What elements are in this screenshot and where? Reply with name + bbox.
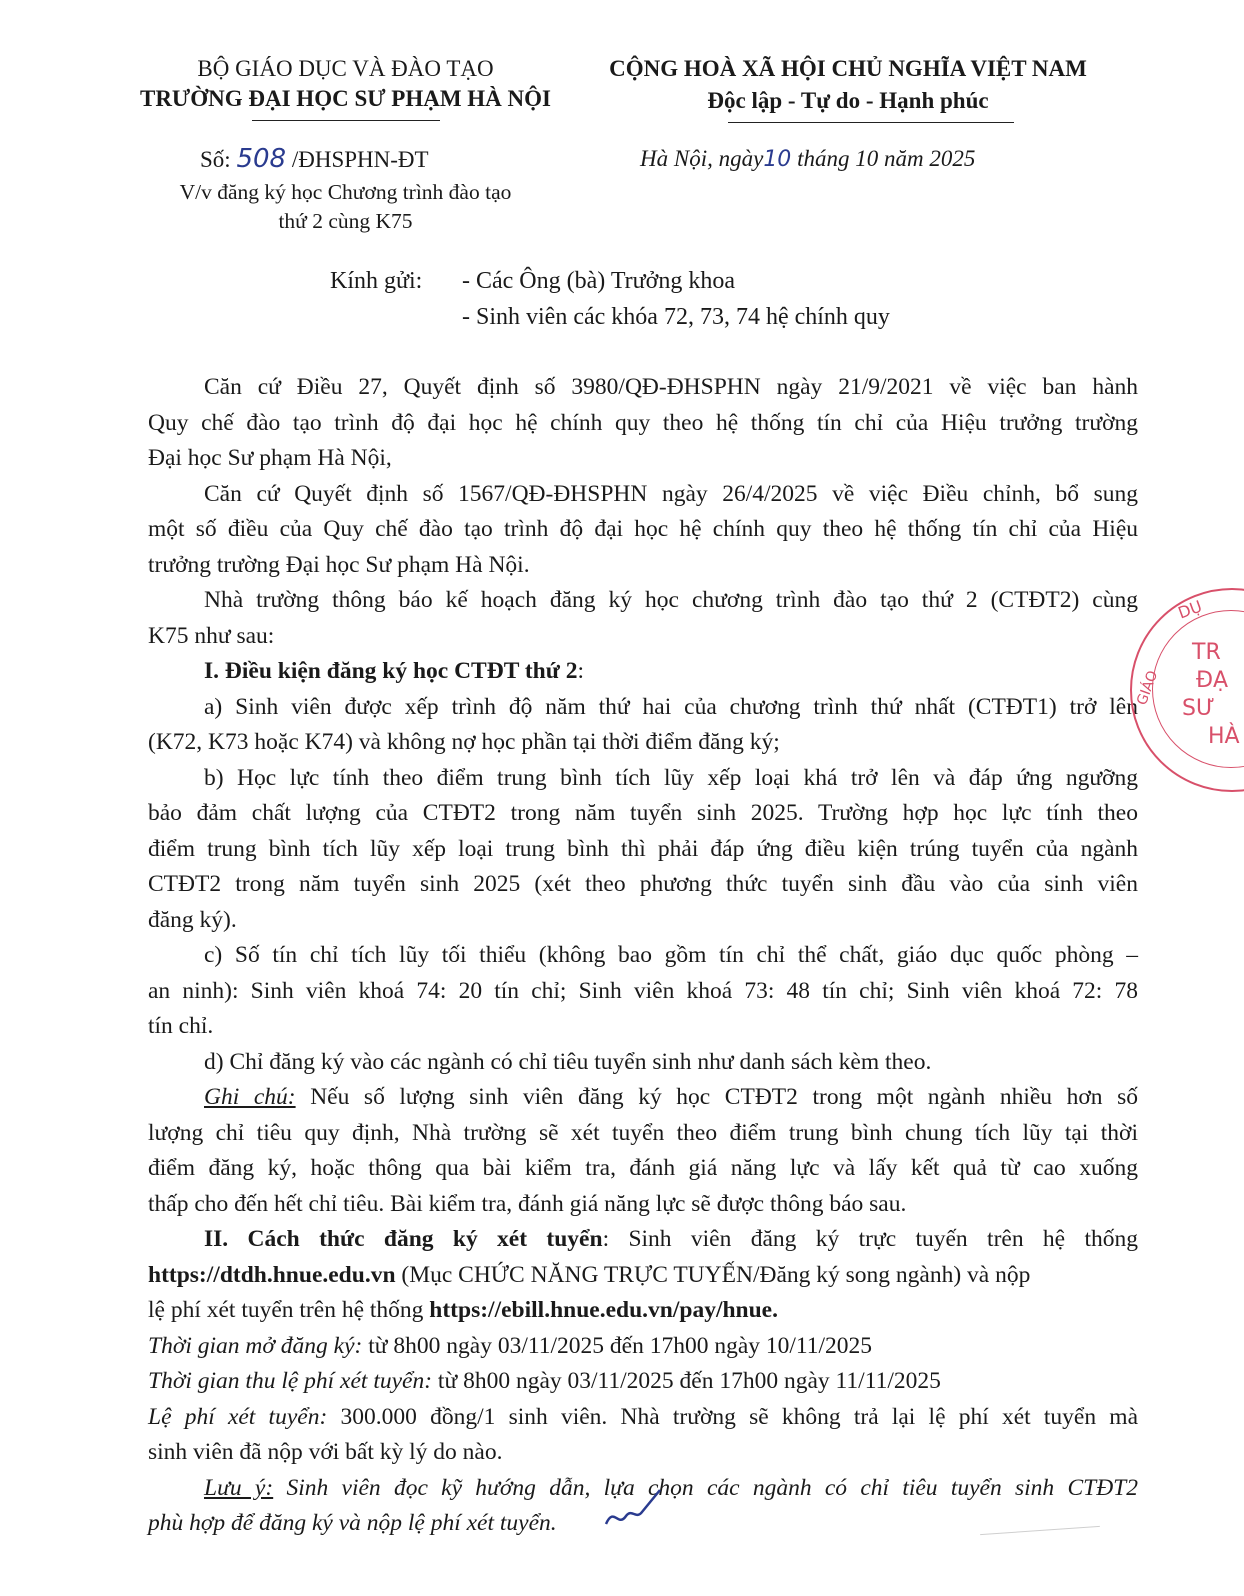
national-motto: Độc lập - Tự do - Hạnh phúc (707, 88, 989, 113)
registration-period (148, 1329, 1138, 1365)
section1-colon: : (577, 658, 584, 684)
header-right-rule (728, 122, 1014, 123)
condition-a-last: (K72, K73 hoặc K74) và không nợ học phần tại thời điểm đăng ký; (148, 729, 780, 755)
subject-line (118, 178, 573, 236)
initial-mark-icon (596, 1476, 666, 1536)
para2-line: một số điều của Quy chế đào tạo trình độ đại học hệ chính quy theo hệ thống tín chỉ của Hiệu (148, 516, 1138, 542)
condition-c-line: an ninh): Sinh viên khoá 74: 20 tín chỉ; Sinh viên khoá 73: 48 tín chỉ; Sinh viên khoá 72: 78 (148, 977, 1138, 1004)
open-value: từ 8h00 ngày 03/11/2025 đến 17h00 ngày 10/11/2025 (362, 1332, 873, 1359)
document-body (148, 370, 1138, 1542)
section1-title: I. Điều kiện đăng ký học CTĐT thứ 2 (204, 658, 578, 684)
section2-rest: : Sinh viên đăng ký trực tuyến trên hệ thống (602, 1226, 1138, 1252)
note-first: Nếu số lượng sinh viên đăng ký học CTĐT2 trong một ngành nhiều hơn số (310, 1084, 1139, 1110)
para1-line: Căn cứ Điều 27, Quyết định số 3980/QĐ-ĐHSPHN ngày 21/9/2021 về việc ban hành (204, 374, 1138, 400)
section1-heading (148, 654, 1138, 690)
condition-b-line: điểm trung bình tích lũy xếp loại trung bình thì phải đáp ứng điều kiện trúng tuyển của ngành (148, 835, 1138, 862)
condition-a-line: a) Sinh viên được xếp trình độ năm thứ hai của chương trình thứ nhất (CTĐT1) trở lên (204, 693, 1138, 720)
date-day-handwritten: 10 (763, 147, 792, 172)
remark-label: Lưu ý: (204, 1474, 274, 1501)
condition-b-line: bảo đảm chất lượng của CTĐT2 trong năm tuyển sinh 2025. Trường hợp học lực tính theo (148, 800, 1138, 826)
condition-d: d) Chỉ đăng ký vào các ngành có chỉ tiêu tuyển sinh như danh sách kèm theo. (204, 1048, 932, 1075)
remark-last: phù hợp để đăng ký và nộp lệ phí xét tuyển. (148, 1510, 557, 1536)
recipient-2: - Sinh viên các khóa 72, 73, 74 hệ chính quy (462, 304, 890, 330)
note-last: thấp cho đến hết chỉ tiêu. Bài kiểm tra, đánh giá năng lực sẽ được thông báo sau. (148, 1190, 907, 1217)
university-name: TRƯỜNG ĐẠI HỌC SƯ PHẠM HÀ NỘI (139, 86, 551, 111)
stamp-text-1: TR (1192, 640, 1221, 665)
condition-b-last: đăng ký). (148, 906, 237, 933)
document-number (200, 142, 429, 178)
para1-last: Đại học Sư phạm Hà Nội, (148, 445, 392, 471)
fee-time-label: Thời gian thu lệ phí xét tuyển: (148, 1368, 433, 1394)
para2-last: trưởng trường Đại học Sư phạm Hà Nội. (148, 551, 530, 578)
document-date (640, 146, 975, 172)
ministry-name: BỘ GIÁO DỤC VÀ ĐÀO TẠO (197, 56, 494, 81)
fee-line (148, 1400, 1138, 1436)
country-name: CỘNG HOÀ XÃ HỘI CHỦ NGHĨA VIỆT NAM (609, 56, 1087, 81)
recipient-1: - Các Ông (bà) Trưởng khoa (462, 268, 735, 294)
note-label: Ghi chú: (204, 1084, 296, 1110)
section2-title: II. Cách thức đăng ký xét tuyển (204, 1226, 603, 1252)
doc-number-suffix: /ĐHSPHN-ĐT (291, 147, 429, 172)
stamp-text-3: SƯ (1182, 696, 1215, 721)
para3-last: K75 như sau: (148, 622, 275, 649)
fee-period (148, 1364, 1138, 1400)
note-first-line (148, 1080, 1138, 1116)
section2-line3-pre: lệ phí xét tuyển trên hệ thống (148, 1297, 430, 1323)
section2-line3 (148, 1293, 1138, 1329)
fee-label: Lệ phí xét tuyển: (148, 1403, 328, 1430)
header-left-rule (252, 120, 440, 121)
section2-line2 (148, 1258, 1138, 1294)
stamp-ring-text-1: DỤ (1175, 596, 1205, 623)
para3-line: Nhà trường thông báo kế hoạch đăng ký học chương trình đào tạo thứ 2 (CTĐT2) cùng (204, 587, 1138, 613)
section2-mid: (Mục CHỨC NĂNG TRỰC TUYẾN/Đăng ký song ngành) và nộp (395, 1261, 1031, 1288)
date-prefix: Hà Nội, ngày (640, 146, 764, 171)
payment-url[interactable]: https://ebill.hnue.edu.vn/pay/hnue (429, 1297, 773, 1323)
recipients-label: Kính gửi: (330, 268, 423, 294)
doc-number-handwritten: 508 (236, 144, 287, 174)
fee-last: sinh viên đã nộp với bất kỳ lý do nào. (148, 1439, 503, 1465)
note-line: điểm đăng ký, hoặc thông qua bài kiểm tra, đánh giá năng lực và lấy kết quả từ cao xuống (148, 1155, 1138, 1181)
para2-line: Căn cứ Quyết định số 1567/QĐ-ĐHSPHN ngày 26/4/2025 về việc Điều chỉnh, bổ sung (204, 480, 1138, 507)
subject-line-2: thứ 2 cùng K75 (278, 209, 413, 233)
subject-line-1: V/v đăng ký học Chương trình đào tạo (179, 180, 512, 204)
condition-c-line: c) Số tín chỉ tích lũy tối thiểu (không bao gồm tín chỉ thể chất, giáo dục quốc phòng – (204, 942, 1138, 968)
remark-first: Sinh viên đọc kỹ hướng dẫn, lựa chọn các ngành có chỉ tiêu tuyển sinh CTĐT2 (273, 1474, 1138, 1501)
section2-line3-post: . (772, 1297, 778, 1323)
date-suffix: tháng 10 năm 2025 (797, 146, 976, 171)
note-line: lượng chỉ tiêu quy định, Nhà trường sẽ xét tuyển theo điểm trung bình chung tích lũy tại thời (148, 1119, 1138, 1146)
doc-number-prefix: Số: (200, 147, 231, 172)
para1-line: Quy chế đào tạo trình độ đại học hệ chính quy theo hệ thống tín chỉ của Hiệu trưởng trường (148, 409, 1138, 436)
condition-b-line: b) Học lực tính theo điểm trung bình tích lũy xếp loại khá trở lên và đáp ứng ngưỡng (204, 764, 1138, 791)
open-label: Thời gian mở đăng ký: (148, 1332, 363, 1359)
condition-b-line: CTĐT2 trong năm tuyển sinh 2025 (xét theo phương thức tuyển sinh đầu vào của sinh viên (148, 871, 1138, 897)
fee-time-value: từ 8h00 ngày 03/11/2025 đến 17h00 ngày 11/11/2025 (432, 1368, 941, 1394)
condition-c-last: tín chỉ. (148, 1013, 214, 1039)
stamp-text-4: HÀ (1208, 724, 1240, 749)
fee-value: 300.000 đồng/1 sinh viên. Nhà trường sẽ không trả lại lệ phí xét tuyển mà (327, 1403, 1138, 1430)
registration-url[interactable]: https://dtdh.hnue.edu.vn (148, 1261, 396, 1288)
stamp-text-2: ĐẠ (1196, 668, 1229, 693)
section2-heading (148, 1222, 1138, 1258)
stamp-ring-text-2: GIÁO (1134, 668, 1162, 708)
